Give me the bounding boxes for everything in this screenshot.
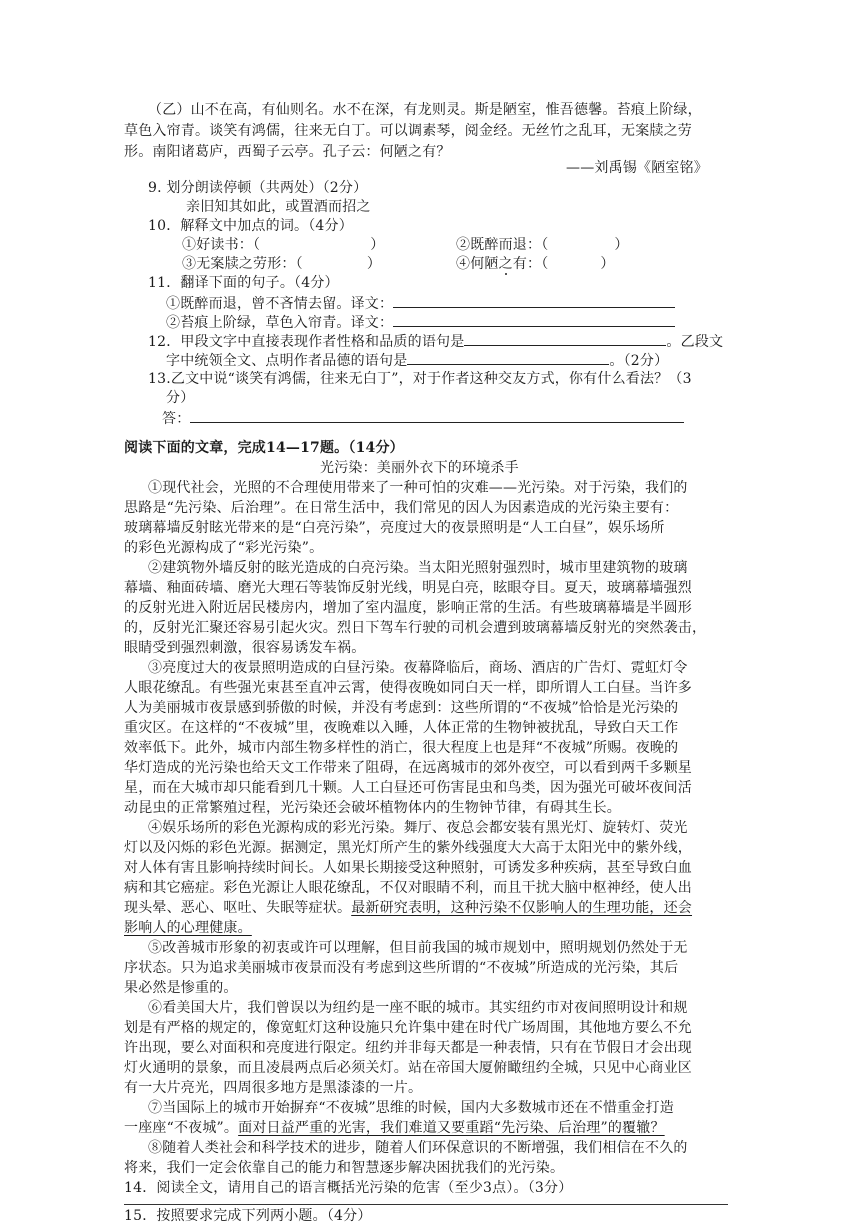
paragraph-line: 的，反射光汇聚还容易引起火灾。烈日下驾车行驶的司机会遭到玻璃幕墙反射光的突然袭击， bbox=[124, 620, 707, 636]
paragraph-line: ⑦当国际上的城市开始摒弃“不夜城”思维的时候，国内大多数城市还在不惜重金打造 bbox=[148, 1100, 674, 1116]
paragraph-line: 划是有严格的规定的，像宽虹灯这种设施只允许集中建在时代广场周围，其他地方要么不允 bbox=[124, 1020, 692, 1036]
paragraph-line: 玻璃幕墙反射眩光带来的是“白亮污染”，亮度过大的夜景照明是“人工白昼”，娱乐场所 bbox=[124, 520, 665, 536]
paragraph-line: 将来，我们一定会依靠自己的能力和智慧逐步解决困扰我们的光污染。 bbox=[124, 1160, 565, 1176]
paragraph-line: 有一大片亮光，四周很多地方是黑漆漆的一片。 bbox=[124, 1080, 423, 1096]
paragraph-line: 病和其它癌症。彩色光源让人眼花缭乱，不仅对眼睛不利，而且干扰大脑中枢神经，使人出 bbox=[124, 880, 692, 896]
answer-blank[interactable] bbox=[393, 293, 675, 308]
paragraph-line: 果必然是惨重的。 bbox=[124, 980, 238, 996]
emphasis-dot-char: 之 bbox=[498, 256, 513, 272]
question-11: 11．翻译下面的句子。（4分） bbox=[148, 275, 339, 291]
question-15: 15．按照要求完成下列两小题。（4分） bbox=[124, 1208, 372, 1224]
paragraph-line: 眼睛受到强烈刺激，很容易诱发车祸。 bbox=[124, 640, 366, 656]
question-13-answer: 答： bbox=[162, 408, 684, 429]
paragraph-line: 人为美丽城市夜景感到骄傲的时候，并没有考虑到：这些所谓的“不夜城”恰恰是光污染的 bbox=[124, 700, 679, 716]
question-10-item-1: ①好读书：（ ） bbox=[182, 237, 385, 253]
paragraph-line: 的反射光进入附近居民楼房内，增加了室内温度，影响正常的生活。有些玻璃幕墙是半圆形 bbox=[124, 600, 692, 616]
paragraph-line: 现头晕、恶心、呕吐、失眠等症状。最新研究表明，这种污染不仅影响人的生理功能，还会 bbox=[124, 900, 693, 916]
question-12-line-2: 字中统领全文、点明作者品德的语句是 。（2分） bbox=[166, 350, 668, 371]
underlined-sentence: 最新研究表明，这种污染不仅影响人的生理功能，还会 bbox=[351, 900, 693, 916]
question-11-sentence-2: ②苔痕上阶绿，草色入帘青。译文： bbox=[166, 312, 675, 333]
paragraph-line: 幕墙、釉面砖墙、磨光大理石等装饰反射光线，明晃白亮，眩眼夺目。夏天，玻璃幕墙强烈 bbox=[124, 580, 692, 596]
paragraph-line: 灯火通明的景象，而且凌晨两点后必须关灯。站在帝国大厦俯瞰纽约全城，只见中心商业区 bbox=[124, 1060, 692, 1076]
paragraph-line: ⑤改善城市形象的初衷或许可以理解，但目前我国的城市规划中，照明规划仍然处于无 bbox=[148, 940, 688, 956]
paragraph-line: 序状态。只为追求美丽城市夜景而没有考虑到这些所谓的“不夜城”所造成的光污染，其后 bbox=[124, 960, 679, 976]
underlined-sentence: 面对日益严重的光害，我们难道又要重蹈“先污染、后治理”的覆辙？ bbox=[238, 1120, 665, 1136]
paragraph-line: ②建筑物外墙反射的眩光造成的白亮污染。当太阳光照射强烈时，城市里建筑物的玻璃 bbox=[148, 560, 688, 576]
answer-blank[interactable] bbox=[464, 331, 666, 346]
paragraph-line: 思路是“先污染、后治理”。在日常生活中，我们常见的因人为因素造成的光污染主要有： bbox=[124, 500, 679, 516]
paragraph-line: 重灾区。在这样的“不夜城”里，夜晚难以入睡，人体正常的生物钟被扰乱，导致白天工作 bbox=[124, 720, 679, 736]
question-10-item-2: ②既醉而退：（ ） bbox=[456, 237, 629, 253]
question-11-sentence-1: ①既醉而退，曾不吝情去留。译文： bbox=[166, 293, 675, 314]
paragraph-line: ③亮度过大的夜景照明造成的白昼污染。夜幕降临后，商场、酒店的广告灯、霓虹灯令 bbox=[148, 660, 688, 676]
question-12-line-1: 12．甲段文字中直接表现作者性格和品质的语句是 。乙段文 bbox=[148, 331, 723, 352]
paragraph-line: 一座座“不夜城”。面对日益严重的光害，我们难道又要重蹈“先污染、后治理”的覆辙？ bbox=[124, 1120, 665, 1136]
passage-b-source: ——刘禹锡《陋室铭》 bbox=[566, 160, 708, 176]
answer-blank[interactable] bbox=[393, 312, 675, 327]
paragraph-line: ①现代社会，光照的不合理使用带来了一种可怕的灾难——光污染。对于污染，我们的 bbox=[148, 480, 688, 496]
paragraph-line: 星，而在大城市却只能看到几十颗。人工白昼还可伤害昆虫和鸟类，因为强光可破坏夜间活 bbox=[124, 780, 692, 796]
answer-line[interactable] bbox=[124, 1204, 728, 1205]
paragraph-line: 动昆虫的正常繁殖过程，光污染还会破坏植物体内的生物钟节律，有碍其生长。 bbox=[124, 800, 621, 816]
passage-b-line-3: 形。南阳诸葛庐，西蜀子云亭。孔子云：何陋之有？ bbox=[124, 144, 451, 160]
section-heading: 阅读下面的文章，完成14—17题。（14分） bbox=[124, 440, 404, 456]
paragraph-line: 人眼花缭乱。有些强光束甚至直冲云霄，使得夜晚如同白天一样，即所谓人工白昼。当许多 bbox=[124, 680, 692, 696]
question-14: 14．阅读全文，请用自己的语言概括光污染的危害（至少3点）。（3分） bbox=[124, 1180, 573, 1196]
paragraph-line: ⑥看美国大片，我们曾误以为纽约是一座不眠的城市。其实纽约市对夜间照明设计和规 bbox=[148, 1000, 688, 1016]
paragraph-line: 的彩色光源构成了“彩光污染”。 bbox=[124, 540, 324, 556]
question-10-item-3: ③无案牍之劳形：（ ） bbox=[182, 256, 382, 272]
paragraph-line: 许出现，要么对面积和亮度进行限定。纽约并非每天都是一种表情，只有在节假日才会出现 bbox=[124, 1040, 692, 1056]
answer-blank[interactable] bbox=[190, 408, 684, 423]
paragraph-line: ⑧随着人类社会和科学技术的进步，随着人们环保意识的不断增强，我们相信在不久的 bbox=[148, 1140, 688, 1156]
passage-b-line-1: （乙）山不在高，有仙则名。水不在深，有龙则灵。斯是陋室，惟吾德馨。苔痕上阶绿， bbox=[148, 102, 702, 118]
underlined-sentence: 影响人的心理健康。 bbox=[124, 920, 252, 936]
question-10: 10．解释文中加点的词。（4分） bbox=[148, 218, 353, 234]
paragraph-line: ④娱乐场所的彩色光源构成的彩光污染。舞厅、夜总会都安装有黑光灯、旋转灯、荧光 bbox=[148, 820, 688, 836]
paragraph-line: 华灯造成的光污染也给天文工作带来了阻碍，在远离城市的郊外夜空，可以看到两千多颗星 bbox=[124, 760, 692, 776]
passage-b-line-2: 草色入帘青。谈笑有鸿儒，往来无白丁。可以调素琴，阅金经。无丝竹之乱耳，无案牍之劳 bbox=[124, 123, 692, 139]
article-title: 光污染：美丽外衣下的环境杀手 bbox=[320, 460, 519, 476]
paragraph-line: 对人体有害且影响持续时间长。人如果长期接受这种照射，可诱发多种疾病，甚至导致白血 bbox=[124, 860, 692, 876]
question-9: 9. 划分朗读停顿（共两处）（2分） bbox=[148, 180, 368, 196]
paragraph-line: 灯以及闪烁的彩色光源。据测定，黑光灯所产生的紫外线强度大大高于太阳光中的紫外线， bbox=[124, 840, 692, 856]
question-13-line-1: 13.乙文中说“谈笑有鸿儒，往来无白丁”，对于作者这种交友方式，你有什么看法？（3 bbox=[148, 371, 692, 387]
question-13-line-2: 分） bbox=[166, 390, 195, 406]
question-10-item-4: ④何陋之有：（ ） bbox=[456, 256, 615, 272]
question-9-sentence: 亲旧知其如此，或置酒而招之 bbox=[186, 199, 371, 215]
answer-blank[interactable] bbox=[407, 350, 609, 365]
paragraph-line: 效率低下。此外，城市内部生物多样性的消亡，很大程度上也是拜“不夜城”所赐。夜晚的 bbox=[124, 740, 679, 756]
